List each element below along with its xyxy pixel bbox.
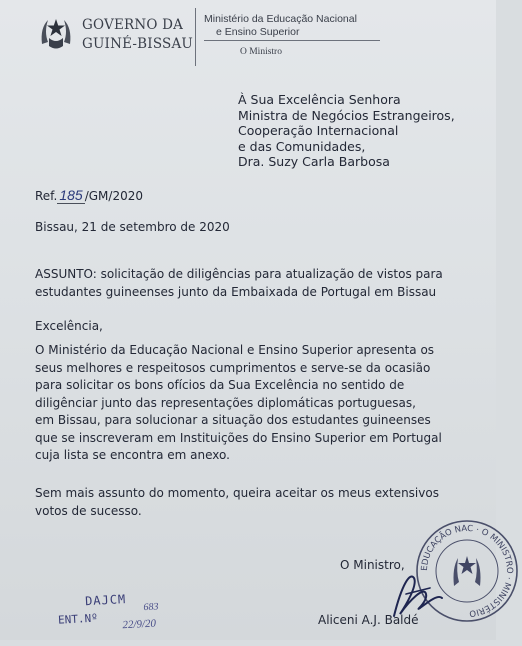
header-divider xyxy=(195,8,196,66)
stamp-title: DAJCM xyxy=(84,592,127,609)
stamp-entry-number: 683 xyxy=(143,601,159,614)
salutation xyxy=(35,318,475,336)
date-line: Bissau, 21 de setembro de 2020 xyxy=(35,220,230,234)
government-name-line2: GUINÉ-BISSAU xyxy=(82,36,194,52)
reference-prefix: Ref. xyxy=(35,189,58,203)
body-line: votos de sucesso. xyxy=(35,503,142,518)
recipient-line: À Sua Excelência Senhora xyxy=(238,92,401,107)
recipient-address xyxy=(238,92,455,170)
reference-number: 185 xyxy=(59,187,83,203)
recipient-line: Ministra de Negócios Estrangeiros, xyxy=(238,107,455,123)
ministry-name-line2: e Ensino Superior xyxy=(216,26,300,38)
body-line: para solicitar os bons ofícios da Sua Excelência no sentido de xyxy=(35,378,405,392)
ministry-name-line1: Ministério da Educação Nacional xyxy=(204,13,357,25)
stamp-entry-date: 22/9/20 xyxy=(122,617,157,632)
seal-text: EDUCAÇÃO NAC · O MINISTRO · MINISTÉRIO xyxy=(419,523,515,619)
reference-line xyxy=(35,187,143,203)
body-paragraph-2 xyxy=(35,485,475,520)
header-rule xyxy=(204,40,380,41)
signature-label: O Ministro, xyxy=(340,558,405,572)
body-line: seus melhores e respeitosos cumprimentos e serve-se da ocasião xyxy=(35,360,431,375)
stamp-entry-label: ENT.Nº xyxy=(57,611,99,627)
body-line: em Bissau, para solucionar a situação dos estudantes guineenses xyxy=(35,413,431,427)
salutation-text: Excelência, xyxy=(35,319,103,333)
body-line: Sem mais assunto do momento, queira aceitar os meus extensivos xyxy=(35,486,439,500)
government-letterhead xyxy=(38,12,196,56)
body-line: cuja lista se encontra em anexo. xyxy=(35,448,230,462)
government-name-line1: GOVERNO DA xyxy=(82,17,184,33)
body-paragraph-1 xyxy=(35,342,475,465)
subject-line: ASSUNTO: solicitação de diligências para atualização de vistos para xyxy=(35,267,443,281)
body-line: que se inscreveram em Instituições do Ensino Superior em Portugal xyxy=(35,430,442,445)
signatory-name: Aliceni A.J. Baldé xyxy=(318,613,419,627)
ministry-office: O Ministro xyxy=(240,47,282,57)
recipient-line: Dra. Suzy Carla Barbosa xyxy=(238,154,390,169)
national-emblem-icon xyxy=(38,14,74,52)
subject-line: estudantes guineenses junto da Embaixada de Portugal em Bissau xyxy=(35,284,437,299)
body-line: diligênciar junto das representações diplomáticas portuguesas, xyxy=(35,395,416,410)
reference-suffix: /GM/2020 xyxy=(84,189,143,203)
body-line: O Ministério da Educação Nacional e Ensino Superior apresenta os xyxy=(35,343,435,357)
recipient-line: Cooperação Internacional xyxy=(238,123,399,138)
received-stamp xyxy=(47,588,209,646)
recipient-line: e das Comunidades, xyxy=(238,138,366,154)
subject-block xyxy=(35,266,475,301)
